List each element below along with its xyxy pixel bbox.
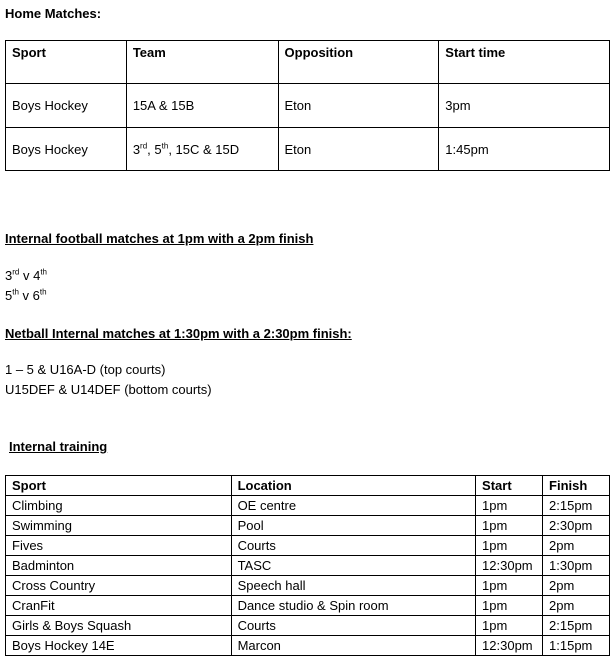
finish-cell: 2:15pm	[543, 496, 610, 516]
table-header-row	[6, 476, 610, 496]
table-header-row	[6, 41, 610, 84]
header-cell: Location	[231, 476, 475, 496]
table-row	[6, 84, 610, 128]
header-cell: Start	[476, 476, 543, 496]
sport-cell: Swimming	[6, 516, 232, 536]
training-heading: Internal training	[9, 439, 108, 454]
header-cell: Sport	[6, 476, 232, 496]
table-row	[6, 616, 610, 636]
table-row	[6, 536, 610, 556]
header-cell: Finish	[543, 476, 610, 496]
opposition-cell: Eton	[278, 128, 439, 171]
sport-cell: Cross Country	[6, 576, 232, 596]
team-cell: 3rd, 5th, 15C & 15D	[126, 128, 278, 171]
location-cell: TASC	[231, 556, 475, 576]
netball-heading: Netball Internal matches at 1:30pm with a 2:30pm finish:	[5, 326, 352, 341]
table-row	[6, 556, 610, 576]
netball-line: U15DEF & U14DEF (bottom courts)	[5, 382, 212, 397]
sport-cell: Boys Hockey	[6, 84, 127, 128]
team-cell: 15A & 15B	[126, 84, 278, 128]
sport-cell: CranFit	[6, 596, 232, 616]
table-row	[6, 496, 610, 516]
location-cell: OE centre	[231, 496, 475, 516]
football-line: 3rd v 4th	[5, 267, 47, 283]
sport-cell: Climbing	[6, 496, 232, 516]
header-cell: Opposition	[278, 41, 439, 84]
football-line: 5th v 6th	[5, 287, 47, 303]
finish-cell: 2:15pm	[543, 616, 610, 636]
start-cell: 12:30pm	[476, 636, 543, 656]
location-cell: Speech hall	[231, 576, 475, 596]
header-cell: Start time	[439, 41, 610, 84]
header-cell: Sport	[6, 41, 127, 84]
table-row	[6, 596, 610, 616]
start-cell: 1pm	[476, 576, 543, 596]
table-row	[6, 516, 610, 536]
home-matches-table	[5, 40, 610, 171]
location-cell: Pool	[231, 516, 475, 536]
football-heading: Internal football matches at 1pm with a 2pm finish	[5, 231, 314, 246]
sport-cell: Badminton	[6, 556, 232, 576]
start-cell: 1pm	[476, 516, 543, 536]
start-time-cell: 1:45pm	[439, 128, 610, 171]
start-cell: 1pm	[476, 616, 543, 636]
sport-cell: Girls & Boys Squash	[6, 616, 232, 636]
finish-cell: 2:30pm	[543, 516, 610, 536]
location-cell: Courts	[231, 536, 475, 556]
finish-cell: 1:15pm	[543, 636, 610, 656]
training-table	[5, 475, 610, 656]
location-cell: Courts	[231, 616, 475, 636]
start-cell: 1pm	[476, 496, 543, 516]
finish-cell: 1:30pm	[543, 556, 610, 576]
home-matches-heading: Home Matches:	[5, 6, 102, 21]
sport-cell: Boys Hockey	[6, 128, 127, 171]
location-cell: Dance studio & Spin room	[231, 596, 475, 616]
finish-cell: 2pm	[543, 576, 610, 596]
start-cell: 1pm	[476, 596, 543, 616]
table-row	[6, 128, 610, 171]
sport-cell: Fives	[6, 536, 232, 556]
start-cell: 1pm	[476, 536, 543, 556]
header-cell: Team	[126, 41, 278, 84]
finish-cell: 2pm	[543, 596, 610, 616]
sport-cell: Boys Hockey 14E	[6, 636, 232, 656]
netball-line: 1 – 5 & U16A-D (top courts)	[5, 362, 166, 377]
table-row	[6, 576, 610, 596]
location-cell: Marcon	[231, 636, 475, 656]
start-cell: 12:30pm	[476, 556, 543, 576]
finish-cell: 2pm	[543, 536, 610, 556]
start-time-cell: 3pm	[439, 84, 610, 128]
opposition-cell: Eton	[278, 84, 439, 128]
table-row	[6, 636, 610, 656]
